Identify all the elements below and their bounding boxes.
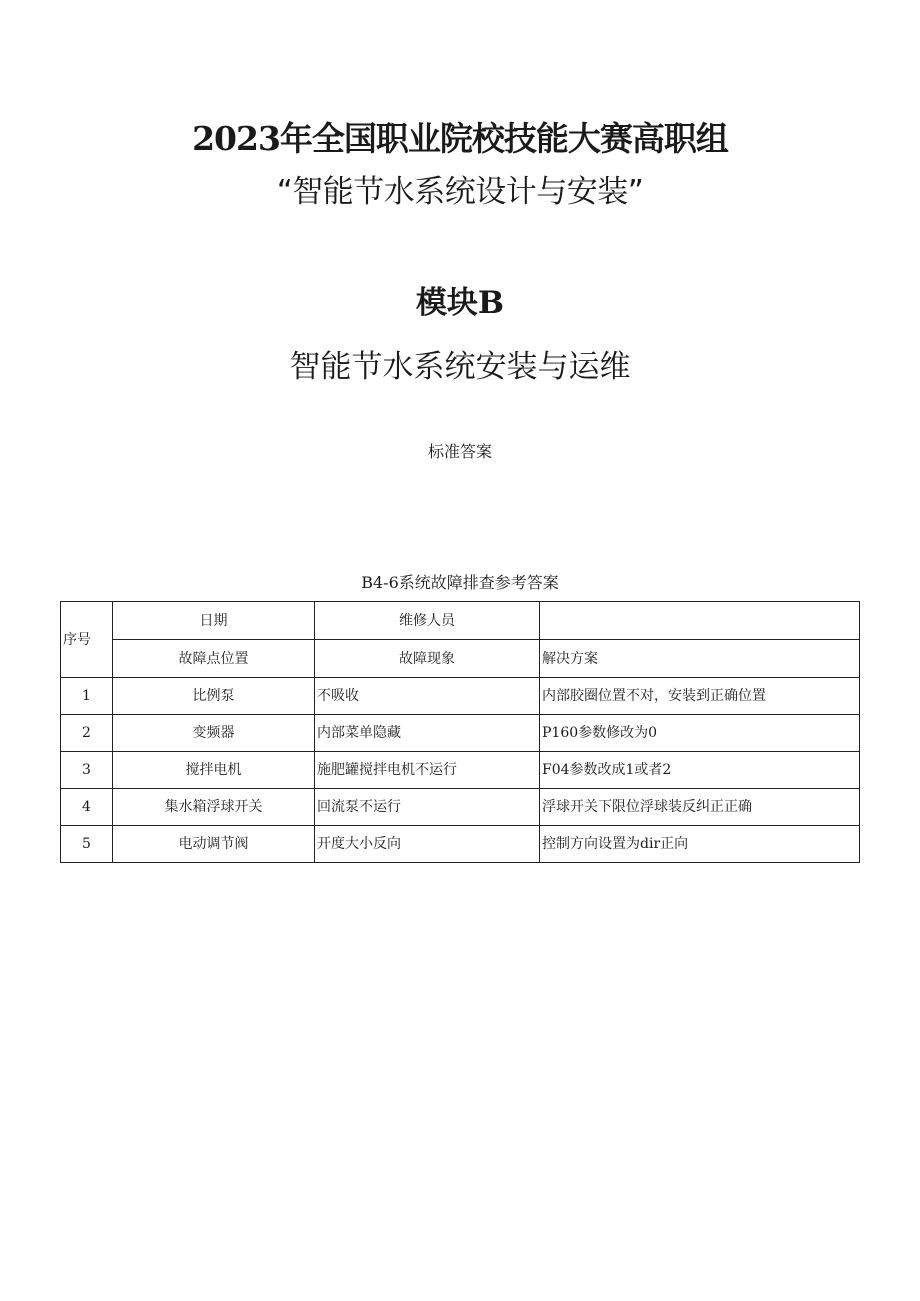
row-seq: 3 — [61, 752, 113, 789]
table-row — [61, 789, 860, 826]
table-header-row — [61, 640, 860, 678]
table-row — [61, 715, 860, 752]
row-seq: 5 — [61, 826, 113, 863]
fault-troubleshooting-table — [60, 601, 860, 863]
row-solution: 内部胶圈位置不对，安装到正确位置 — [540, 678, 860, 715]
header-fault-location: 故障点位置 — [113, 640, 315, 678]
document-title-line1: 2023年全国职业院校技能大赛高职组 — [192, 119, 728, 158]
document-title-line2: “智能节水系统设计与安装” — [276, 174, 644, 210]
table-header-row — [61, 602, 860, 640]
row-location: 集水箱浮球开关 — [113, 789, 315, 826]
repair-staff-value — [540, 602, 860, 640]
row-location: 变频器 — [113, 715, 315, 752]
table-row — [61, 826, 860, 863]
table-row — [61, 678, 860, 715]
header-fault-symptom: 故障现象 — [315, 640, 540, 678]
row-seq: 2 — [61, 715, 113, 752]
row-solution: 浮球开关下限位浮球装反纠正正确 — [540, 789, 860, 826]
table-caption: B4-6系统故障排查参考答案 — [361, 573, 559, 592]
row-location: 比例泵 — [113, 678, 315, 715]
row-solution: 控制方向设置为dir正向 — [540, 826, 860, 863]
row-solution: F04参数改成1或者2 — [540, 752, 860, 789]
module-heading: 模块B — [415, 285, 505, 321]
header-date: 日期 — [113, 602, 315, 640]
row-symptom: 内部菜单隐藏 — [315, 715, 540, 752]
row-symptom: 回流泵不运行 — [315, 789, 540, 826]
standard-answer-label: 标准答案 — [427, 442, 492, 461]
header-seq: 序号 — [61, 602, 113, 678]
row-solution: P160参数修改为0 — [540, 715, 860, 752]
header-repair-staff: 维修人员 — [315, 602, 540, 640]
module-subtitle: 智能节水系统安装与运维 — [289, 349, 631, 385]
row-symptom: 施肥罐搅拌电机不运行 — [315, 752, 540, 789]
row-seq: 1 — [61, 678, 113, 715]
table-row — [61, 752, 860, 789]
row-location: 电动调节阀 — [113, 826, 315, 863]
header-solution: 解决方案 — [540, 640, 860, 678]
row-symptom: 不吸收 — [315, 678, 540, 715]
row-seq: 4 — [61, 789, 113, 826]
row-symptom: 开度大小反向 — [315, 826, 540, 863]
row-location: 搅拌电机 — [113, 752, 315, 789]
